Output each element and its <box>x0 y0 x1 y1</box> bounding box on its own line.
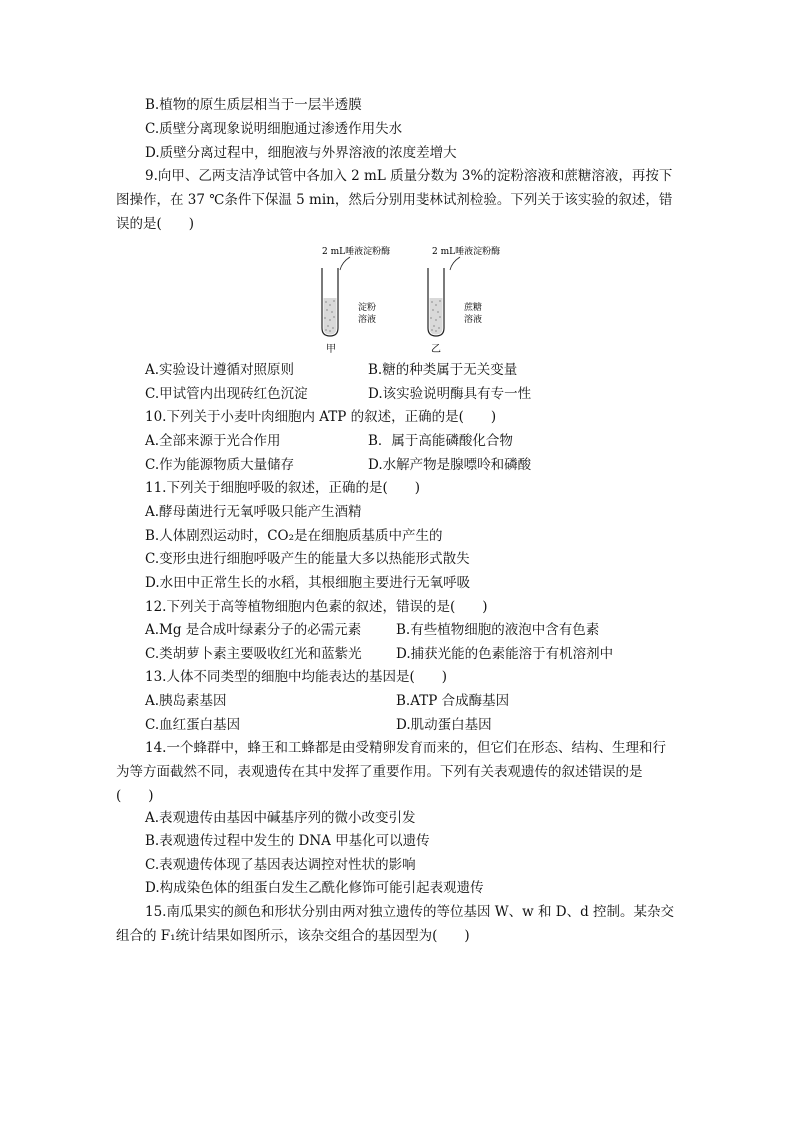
q12-option-d: D.捕获光能的色素能溶于有机溶剂中 <box>396 646 614 662</box>
q11-option-d: D.水田中正常生长的水稻，其根细胞主要进行无氧呼吸 <box>145 575 471 591</box>
q13-option-c: C.血红蛋白基因 <box>145 717 241 733</box>
tube2-side-label-2: 溶液 <box>464 315 483 325</box>
q9-stem-line3: 误的是( ) <box>116 216 195 232</box>
q12-stem: 12.下列关于高等植物细胞内色素的叙述，错误的是( ) <box>145 599 488 615</box>
q10-option-a: A.全部来源于光合作用 <box>145 433 281 449</box>
tube2-solution <box>430 298 443 335</box>
q10-option-d: D.水解产物是腺嘌呤和磷酸 <box>368 457 532 473</box>
q13-stem: 13.人体不同类型的细胞中均能表达的基因是( ) <box>145 669 448 685</box>
q15-stem-line2: 组合的 F₁统计结果如图所示，该杂交组合的基因型为( ) <box>116 928 470 944</box>
q9-option-d: D.该实验说明酶具有专一性 <box>368 386 532 402</box>
q12-option-a: A.Mg 是合成叶绿素分子的必需元素 <box>145 622 362 638</box>
tube2-side-label-1: 蔗糖 <box>464 303 483 313</box>
q8-option-c: C.质壁分离现象说明细胞通过渗透作用失水 <box>145 121 403 137</box>
tube2-pointer <box>450 257 460 270</box>
q12-option-b: B.有些植物细胞的液泡中含有色素 <box>396 622 600 638</box>
q11-option-a: A.酵母菌进行无氧呼吸只能产生酒精 <box>145 504 362 520</box>
q14-stem-line1: 14.一个蜂群中，蜂王和工蜂都是由受精卵发育而来的，但它们在形态、结构、生理和行 <box>145 740 666 756</box>
q14-option-d: D.构成染色体的组蛋白发生乙酰化修饰可能引起表观遗传 <box>145 880 484 896</box>
q10-option-b: B．属于高能磷酸化合物 <box>368 433 513 449</box>
q12-option-c: C.类胡萝卜素主要吸收红光和蓝紫光 <box>145 646 362 662</box>
q11-option-b: B.人体剧烈运动时，CO₂是在细胞质基质中产生的 <box>145 528 443 544</box>
q14-stem-line2: 为等方面截然不同，表观遗传在其中发挥了重要作用。下列有关表观遗传的叙述错误的是 <box>116 764 643 780</box>
tube1-pointer <box>340 257 350 270</box>
q10-stem: 10.下列关于小麦叶肉细胞内 ATP 的叙述，正确的是( ) <box>145 409 497 425</box>
tube2-name: 乙 <box>431 344 441 355</box>
q8-option-b: B.植物的原生质层相当于一层半透膜 <box>145 97 362 113</box>
q14-stem-line3: ( ) <box>116 788 154 804</box>
tube1-top-label: 2 mL唾液淀粉酶 <box>322 247 391 257</box>
q10-option-c: C.作为能源物质大量储存 <box>145 457 295 473</box>
q15-stem-line1: 15.南瓜果实的颜色和形状分别由两对独立遗传的等位基因 W、w 和 D、d 控制。某杂交 <box>145 904 675 920</box>
q9-stem-line2: 图操作，在 37 ℃条件下保温 5 min，然后分别用斐林试剂检验。下列关于该实验的叙述，错 <box>116 192 673 208</box>
q11-option-c: C.变形虫进行细胞呼吸产生的能量大多以热能形式散失 <box>145 551 470 567</box>
q14-option-c: C.表观遗传体现了基因表达调控对性状的影响 <box>145 857 416 873</box>
q13-option-d: D.肌动蛋白基因 <box>396 717 492 733</box>
q14-option-b: B.表观遗传过程中发生的 DNA 甲基化可以遗传 <box>145 833 430 849</box>
tube2-top-label: 2 mL唾液淀粉酶 <box>432 247 501 257</box>
tube1-side-label-1: 淀粉 <box>358 303 377 313</box>
tube1-solution <box>324 298 337 335</box>
q11-stem: 11.下列关于细胞呼吸的叙述，正确的是( ) <box>145 480 421 496</box>
tube1-name: 甲 <box>326 344 336 355</box>
q14-option-a: A.表观遗传由基因中碱基序列的微小改变引发 <box>145 810 416 826</box>
test-tube-figure <box>300 240 530 360</box>
q13-option-b: B.ATP 合成酶基因 <box>396 693 510 709</box>
q8-option-d: D.质壁分离过程中，细胞液与外界溶液的浓度差增大 <box>145 145 457 161</box>
q13-option-a: A.胰岛素基因 <box>145 693 227 709</box>
q9-option-a: A.实验设计遵循对照原则 <box>145 362 295 378</box>
q9-stem-line1: 9.向甲、乙两支洁净试管中各加入 2 mL 质量分数为 3%的淀粉溶液和蔗糖溶液，再按下 <box>145 168 673 184</box>
tube1-side-label-2: 溶液 <box>358 315 377 325</box>
q9-option-c: C.甲试管内出现砖红色沉淀 <box>145 386 308 402</box>
q9-option-b: B.糖的种类属于无关变量 <box>368 362 518 378</box>
